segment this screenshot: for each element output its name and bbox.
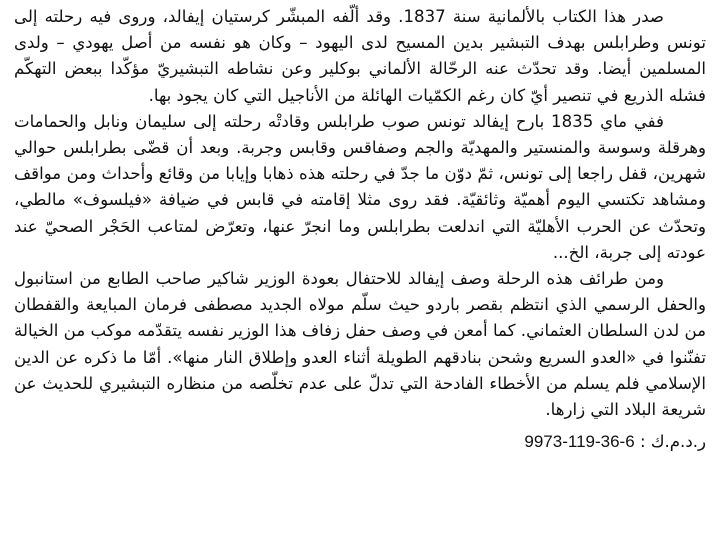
paragraph-1: صدر هذا الكتاب بالألمانية سنة 1837. وقد ألّفه المبشّر كرستيان إيفالد، وروى فيه رحلته إلى تونس وطرابلس بهدف التبشير بدين المسيح لدى اليهود – وكان هو نفسه من أصل يهودي – ولدى المسلمين أيضا. وقد تحدّث عنه الرحّالة الألماني بوكلير وعن نشاطه التبشيريّ مؤكّدا ببعض التهكّم فشله الذريع في تنصير أيّ كان رغم الكمّيات الهائلة من الأناجيل التي كان يجود بها. — [14, 7, 706, 105]
paragraph-2: ففي ماي 1835 بارح إيفالد تونس صوب طرابلس وقادتْه رحلته إلى سليمان ونابل والحمامات وهرقلة وسوسة والمنستير والمهديّة والجم وصفاقس وقابس وجربة. وبعد أن قضّى بطرابلس حوالي شهرين، قفل راجعا إلى تونس، ثمّ دوّن ما جدّ في رحلته هذه ذهابا وإيابا من وقائع وأحداث ومن مواقف ومشاهد تكتسي اليوم أهميّة وثائقيّة. فقد روى مثلا إقامته في قابس في ضيافة «فيلسوف» مالطي، وتحدّث عن الحرب الأهليّة التي اندلعت بطرابلس وما انجرّ عنها، وتعرّض لمتاعب الحَجْر الصحيّ عند عودته إلى جربة، الخ... — [14, 111, 706, 262]
isbn-line — [14, 429, 706, 455]
isbn-code: 9973-119-36-6 — [524, 432, 635, 452]
isbn-label: ر.د.م.ك : — [639, 432, 706, 452]
paragraph-3: ومن طرائف هذه الرحلة وصف إيفالد للاحتفال بعودة الوزير شاكير صاحب الطابع من استانبول والحفل الرسمي الذي انتظم بقصر باردو حيث سلّم مولاه الجديد مصطفى فرمان المبايعة والقفطان من لدن السلطان العثماني. كما أمعن في وصف حفل زفاف هذا الوزير نفسه يتقدّمه موكب من الخيالة تفنّنوا في «العدو السريع وشحن بنادقهم الطويلة أثناء العدو وإطلاق النار منها». أمّا ما ذكره عن الدين الإسلامي فلم يسلم من الأخطاء الفادحة التي تدلّ على عدم تخلّصه من منظاره التبشيري للحديث عن شريعة البلاد التي زارها. — [14, 269, 706, 420]
document-page — [14, 0, 706, 543]
